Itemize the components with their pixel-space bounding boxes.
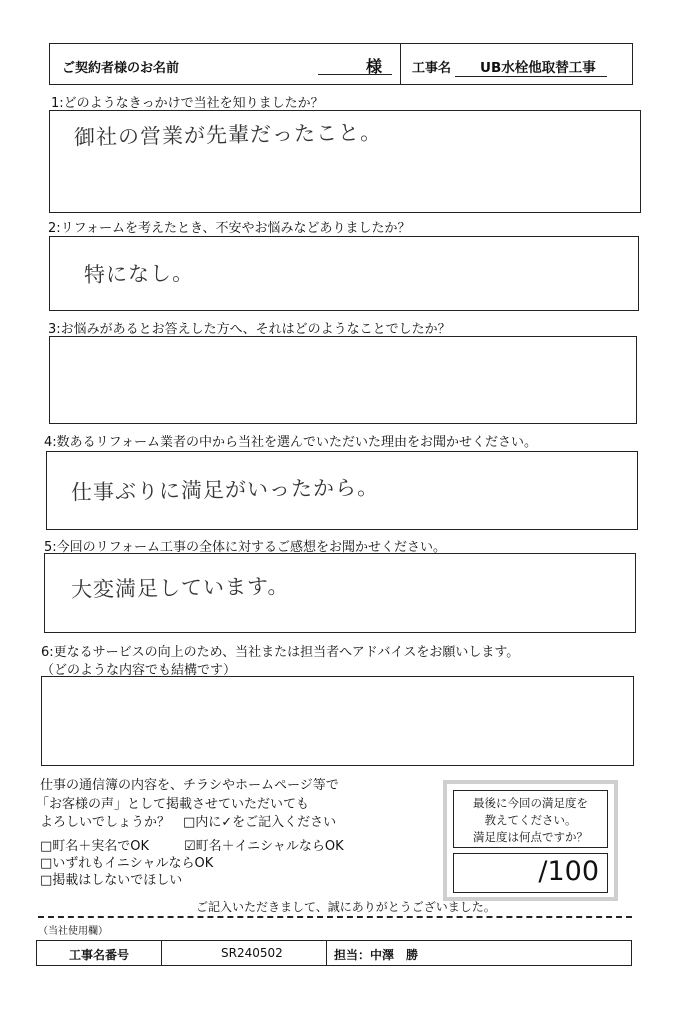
honorific: 様 [366,57,383,76]
closing-message: ご記入いただきまして、誠にありがとうございました。 [196,900,496,914]
satisfaction-score-field[interactable] [453,853,608,893]
cut-line [38,916,632,918]
satisfaction-prompt [453,790,608,848]
question-4-answer-box [46,451,638,530]
question-5-answer: 大変満足しています。 [70,574,290,602]
question-4-label: 4:数あるリフォーム業者の中から当社を選んでいただいた理由をお聞かせください。 [44,435,538,450]
question-4-answer: 仕事ぶりに満足がいったから。 [70,475,380,505]
table-divider [326,941,327,965]
customer-name-label: ご契約者様のお名前 [62,61,180,76]
consent-line-1: 仕事の通信簿の内容を、チラシやホームページ等で [40,778,339,793]
question-2-answer-box [49,236,639,311]
project-name: UB水栓他取替工事 [480,60,596,76]
internal-use-label: （当社使用欄） [38,926,108,937]
project-label: 工事名 [412,61,452,76]
satisfaction-score: /100 [538,856,599,887]
question-1-label: 1:どのようなきっかけで当社を知りましたか？ [51,96,324,111]
consent-option-no-publish[interactable]: □掲載はしないでほしい [40,873,183,888]
customer-header [49,43,633,85]
question-1-answer-box [49,110,641,213]
satisfaction-prompt-line-2: 教えてください。 [484,813,577,827]
question-2-label: 2:リフォームを考えたとき、不安やお悩みなどありましたか？ [48,221,411,236]
consent-line-2: 「お客様の声」として掲載させていただいても [36,797,310,812]
question-6-label: 6:更なるサービスの向上のため、当社または担当者へアドバイスをお願いします。 [41,645,520,660]
consent-option-initials-with-town[interactable]: ☑町名＋イニシャルならOK [184,839,344,854]
order-number: SR240502 [221,946,283,960]
question-2-answer: 特になし。 [83,261,195,287]
consent-line-3: よろしいでしょうか？ □内に✓をご記入ください [40,815,337,830]
project-name-line [455,76,607,77]
question-6-sublabel: （どのような内容でも結構です） [41,663,237,678]
question-3-label: 3:お悩みがあるとお答えした方へ、それはどのようなことでしたか？ [48,322,451,337]
table-divider [161,941,162,965]
internal-use-table [36,940,632,966]
question-5-label: 5:今回のリフォーム工事の全体に対するご感想をお聞かせください。 [44,540,447,555]
staff-name: 担当：中澤 勝 [334,948,419,962]
header-divider [400,44,401,84]
question-1-answer: 御社の営業が先輩だったこと。 [73,120,383,150]
question-5-answer-box [44,553,636,633]
satisfaction-box [443,780,618,901]
question-3-answer-box [49,336,637,424]
order-number-label: 工事名番号 [69,948,130,962]
satisfaction-prompt-line-1: 最後に今回の満足度を [473,796,588,810]
consent-option-all-initials[interactable]: □いずれもイニシャルならOK [40,856,214,871]
question-6-answer-box [41,676,634,766]
consent-option-real-name[interactable]: □町名＋実名でOK [40,839,150,854]
satisfaction-prompt-line-3: 満足度は何点ですか？ [473,830,588,844]
